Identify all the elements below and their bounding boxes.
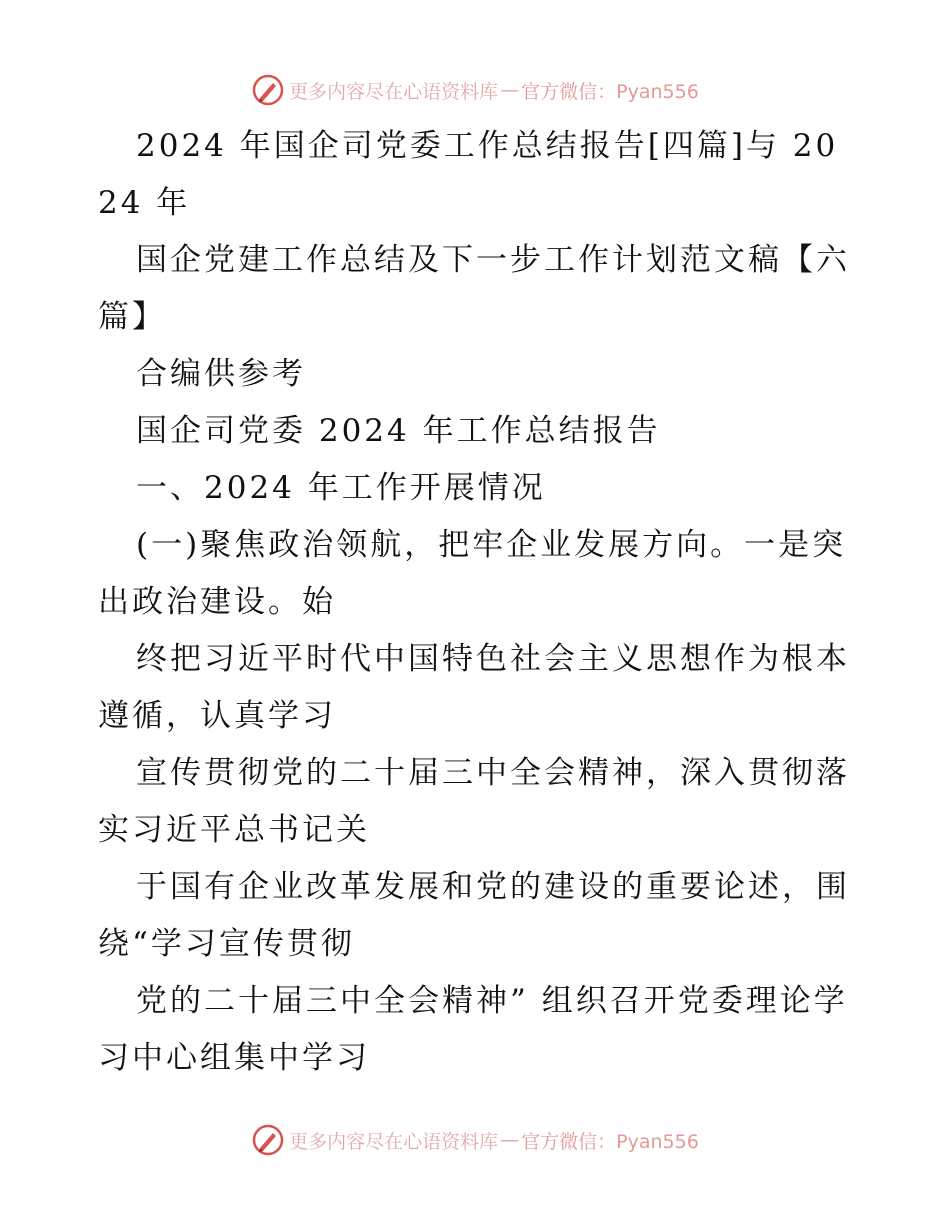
body-paragraph: 党的二十届三中全会精神” 组织召开党委理论学习中心组集中学习 [98,983,848,1076]
watermark-site-text: 更多内容尽在心语资料库 [289,80,499,103]
watermark-footer [0,1120,950,1160]
pen-logo-icon [251,1123,285,1157]
body-paragraph: (一)聚焦政治领航，把牢企业发展方向。一是突出政治建设。始 [98,527,847,620]
doc-title-line-1: 2024 年国企司党委工作总结报告[四篇]与 2024 年 [98,128,839,221]
body-paragraph: 宣传贯彻党的二十届三中全会精神，深入贯彻落实习近平总书记关 [98,755,850,848]
body-paragraph: 于国有企业改革发展和党的建设的重要论述，围绕“学习宣传贯彻 [98,869,850,962]
doc-title-line-2: 国企党建工作总结及下一步工作计划范文稿【六篇】 [98,242,850,335]
watermark-site-text: 更多内容尽在心语资料库 [289,1130,499,1153]
doc-subtitle: 合编供参考 [136,356,306,392]
section-title: 国企司党委 2024 年工作总结报告 [136,413,661,449]
watermark-separator: — [500,79,520,101]
section-heading: 一、2024 年工作开展情况 [136,470,546,506]
watermark-header [0,70,950,110]
pen-logo-icon [251,73,285,107]
watermark-contact: 官方微信：Pyan556 [521,80,699,103]
document-body [98,118,858,1087]
watermark-separator: — [500,1129,520,1151]
body-paragraph: 终把习近平时代中国特色社会主义思想作为根本遵循，认真学习 [98,641,850,734]
watermark-contact: 官方微信：Pyan556 [521,1130,699,1153]
